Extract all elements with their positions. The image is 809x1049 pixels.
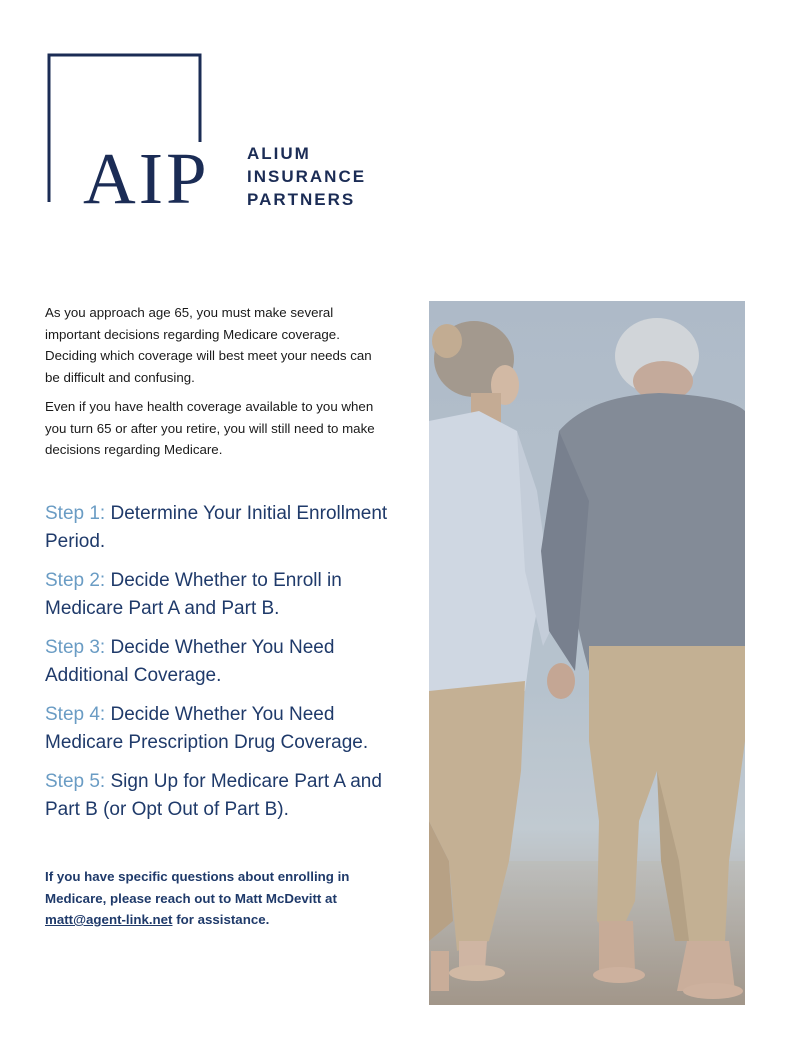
- logo-letters: AIP: [79, 142, 214, 215]
- step-label: Step 4:: [45, 704, 106, 725]
- step-text: Decide Whether You Need Medicare Prescription Drug Coverage.: [45, 704, 369, 753]
- step-text: Determine Your Initial Enrollment Period.: [45, 503, 388, 552]
- step-item: [45, 500, 405, 556]
- intro-text: [45, 302, 390, 469]
- logo-name-line: ALIUM: [247, 144, 311, 163]
- step-text: Decide Whether You Need Additional Coverage.: [45, 637, 335, 686]
- step-text: Decide Whether to Enroll in Medicare Part A and Part B.: [45, 570, 342, 619]
- step-item: [45, 634, 405, 690]
- logo-name-line: INSURANCE: [247, 167, 367, 186]
- beach-couple-photo: [429, 301, 745, 1005]
- company-logo: [46, 52, 386, 219]
- contact-text-end: for assistance.: [176, 912, 270, 927]
- contact-text: If you have specific questions about enrolling in Medicare, please reach out to Matt McDevitt at: [45, 869, 350, 906]
- intro-paragraph: Even if you have health coverage available to you when you turn 65 or after you retire, you will still need to make decisions regarding Medicare.: [45, 399, 375, 457]
- intro-paragraph: As you approach age 65, you must make several important decisions regarding Medicare coverage. Deciding which coverage will best meet your needs can be difficult and confusing.: [45, 305, 372, 385]
- step-text: Sign Up for Medicare Part A and Part B (or Opt Out of Part B).: [45, 771, 382, 820]
- step-item: [45, 768, 405, 824]
- step-label: Step 5:: [45, 771, 106, 792]
- contact-note: [45, 866, 385, 931]
- logo-name-line: PARTNERS: [247, 190, 356, 209]
- step-item: [45, 567, 405, 623]
- logo-company-name: [247, 142, 366, 211]
- step-item: [45, 701, 405, 757]
- step-label: Step 2:: [45, 570, 106, 591]
- step-label: Step 1:: [45, 503, 106, 524]
- steps-list: [45, 500, 405, 835]
- step-label: Step 3:: [45, 637, 106, 658]
- email-link[interactable]: matt@agent-link.net: [45, 912, 173, 927]
